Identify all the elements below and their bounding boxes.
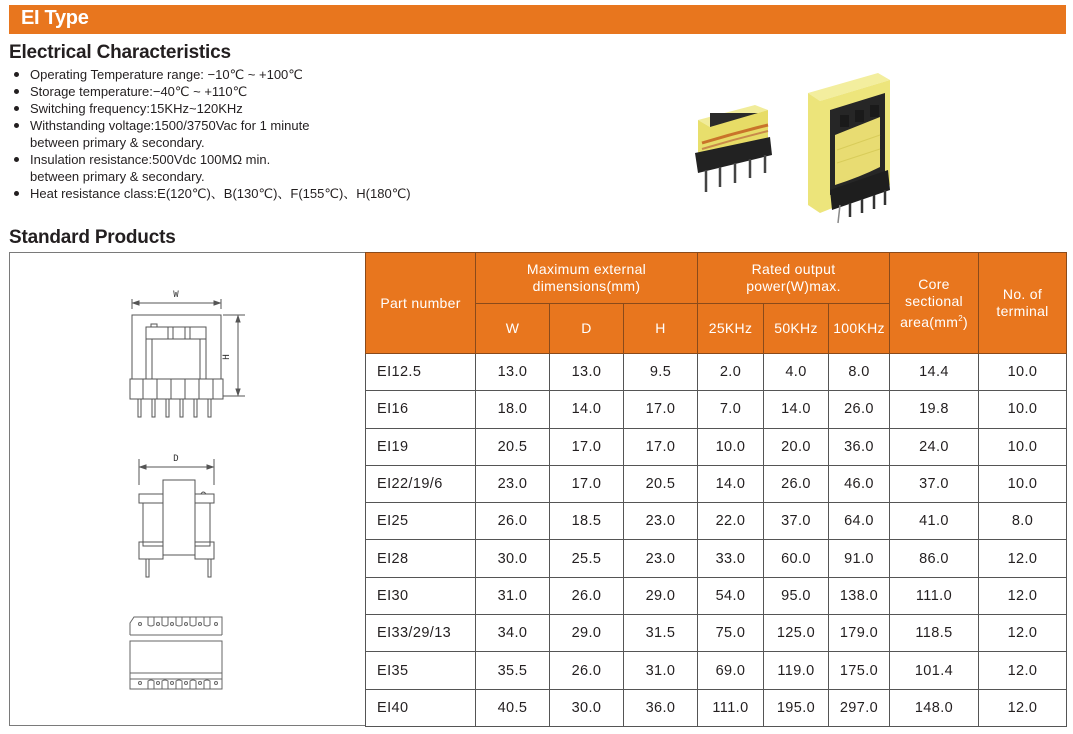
col-header-rated-power: Rated output power(W)max. <box>698 253 890 304</box>
terminals-cell: 12.0 <box>979 652 1067 689</box>
dim-d-cell: 18.5 <box>550 503 624 540</box>
spec-item <box>12 117 411 151</box>
core-area-cell: 24.0 <box>890 428 979 465</box>
w-dimension-label: W <box>173 290 179 300</box>
power-50khz-cell: 60.0 <box>764 540 829 577</box>
col-header-w: W <box>476 304 550 354</box>
col-header-core-area <box>890 253 979 354</box>
dim-h-cell: 17.0 <box>624 428 698 465</box>
dim-h-cell: 20.5 <box>624 465 698 502</box>
dim-w-cell: 18.0 <box>476 391 550 428</box>
dim-d-cell: 17.0 <box>550 428 624 465</box>
power-25khz-cell: 69.0 <box>698 652 764 689</box>
power-100khz-cell: 175.0 <box>829 652 890 689</box>
bullet-icon <box>14 123 19 128</box>
power-25khz-cell: 10.0 <box>698 428 764 465</box>
terminals-cell: 8.0 <box>979 503 1067 540</box>
part-number-cell: EI25 <box>366 503 476 540</box>
core-area-cell: 37.0 <box>890 465 979 502</box>
dim-h-cell: 23.0 <box>624 503 698 540</box>
power-50khz-cell: 14.0 <box>764 391 829 428</box>
bullet-icon <box>14 157 19 162</box>
core-area-label-end: ) <box>962 313 968 330</box>
front-view-drawing-icon <box>125 285 265 425</box>
transformer-photo-illustration <box>680 55 950 225</box>
power-50khz-cell: 26.0 <box>764 465 829 502</box>
spec-item <box>12 66 411 83</box>
col-header-dimensions: Maximum external dimensions(mm) <box>476 253 698 304</box>
dim-d-cell: 17.0 <box>550 465 624 502</box>
part-number-cell: EI30 <box>366 577 476 614</box>
dim-w-cell: 40.5 <box>476 689 550 726</box>
dimension-drawing-panel <box>9 252 366 726</box>
table-row <box>366 465 1067 502</box>
standard-products-table <box>365 252 1067 727</box>
power-25khz-cell: 54.0 <box>698 577 764 614</box>
bullet-icon <box>14 106 19 111</box>
table-row <box>366 391 1067 428</box>
dim-d-cell: 26.0 <box>550 652 624 689</box>
col-header-25khz: 25KHz <box>698 304 764 354</box>
power-50khz-cell: 37.0 <box>764 503 829 540</box>
col-header-part-number: Part number <box>366 253 476 354</box>
dim-d-cell: 13.0 <box>550 354 624 391</box>
part-number-cell: EI28 <box>366 540 476 577</box>
part-number-cell: EI33/29/13 <box>366 615 476 652</box>
power-50khz-cell: 119.0 <box>764 652 829 689</box>
power-25khz-cell: 75.0 <box>698 615 764 652</box>
terminals-cell: 10.0 <box>979 465 1067 502</box>
spec-text: Heat resistance class:E(120℃)、B(130℃)、F(155℃)、H(180℃) <box>30 186 411 201</box>
power-25khz-cell: 22.0 <box>698 503 764 540</box>
dim-w-cell: 30.0 <box>476 540 550 577</box>
core-area-superscript: 2 <box>958 313 963 323</box>
power-100khz-cell: 64.0 <box>829 503 890 540</box>
bullet-icon <box>14 89 19 94</box>
core-area-cell: 101.4 <box>890 652 979 689</box>
dim-h-cell: 23.0 <box>624 540 698 577</box>
dim-w-cell: 35.5 <box>476 652 550 689</box>
terminals-cell: 12.0 <box>979 689 1067 726</box>
power-25khz-cell: 33.0 <box>698 540 764 577</box>
power-100khz-cell: 36.0 <box>829 428 890 465</box>
power-50khz-cell: 4.0 <box>764 354 829 391</box>
spec-item <box>12 100 411 117</box>
col-header-50khz: 50KHz <box>764 304 829 354</box>
part-number-cell: EI12.5 <box>366 354 476 391</box>
product-photo <box>680 55 950 225</box>
electrical-characteristics-heading: Electrical Characteristics <box>9 42 231 63</box>
bullet-icon <box>14 191 19 196</box>
dim-w-cell: 20.5 <box>476 428 550 465</box>
power-50khz-cell: 95.0 <box>764 577 829 614</box>
power-25khz-cell: 111.0 <box>698 689 764 726</box>
power-50khz-cell: 20.0 <box>764 428 829 465</box>
spec-text: Withstanding voltage:1500/3750Vac for 1 minute <box>30 118 310 133</box>
terminals-cell: 10.0 <box>979 354 1067 391</box>
large-transformer-icon <box>808 73 890 223</box>
title-bar <box>9 5 1066 34</box>
power-25khz-cell: 14.0 <box>698 465 764 502</box>
spec-item <box>12 83 411 100</box>
part-number-cell: EI19 <box>366 428 476 465</box>
spec-continuation: between primary & secondary. <box>30 169 205 184</box>
spec-text: Storage temperature:−40℃ ~ +110℃ <box>30 84 248 99</box>
core-area-cell: 148.0 <box>890 689 979 726</box>
power-100khz-cell: 91.0 <box>829 540 890 577</box>
core-area-label: Core sectional area(mm <box>900 275 963 330</box>
small-transformer-icon <box>695 105 772 192</box>
power-100khz-cell: 8.0 <box>829 354 890 391</box>
page-title: EI Type <box>21 7 89 29</box>
dim-d-cell: 30.0 <box>550 689 624 726</box>
spec-text: Insulation resistance:500Vdc 100MΩ min. <box>30 152 271 167</box>
table-row <box>366 615 1067 652</box>
table-row <box>366 689 1067 726</box>
core-area-cell: 19.8 <box>890 391 979 428</box>
dim-h-cell: 9.5 <box>624 354 698 391</box>
dim-d-cell: 29.0 <box>550 615 624 652</box>
col-header-h: H <box>624 304 698 354</box>
power-100khz-cell: 46.0 <box>829 465 890 502</box>
dim-h-cell: 36.0 <box>624 689 698 726</box>
power-100khz-cell: 179.0 <box>829 615 890 652</box>
core-area-cell: 111.0 <box>890 577 979 614</box>
d-dimension-label: D <box>173 454 179 464</box>
spec-item <box>12 151 411 185</box>
standard-products-heading: Standard Products <box>9 227 176 248</box>
dim-w-cell: 13.0 <box>476 354 550 391</box>
terminals-cell: 12.0 <box>979 615 1067 652</box>
side-view-drawing-icon <box>135 449 225 581</box>
dim-h-cell: 31.5 <box>624 615 698 652</box>
dim-d-cell: 14.0 <box>550 391 624 428</box>
core-area-cell: 14.4 <box>890 354 979 391</box>
col-header-d: D <box>550 304 624 354</box>
power-25khz-cell: 2.0 <box>698 354 764 391</box>
power-100khz-cell: 26.0 <box>829 391 890 428</box>
power-50khz-cell: 125.0 <box>764 615 829 652</box>
bullet-icon <box>14 72 19 77</box>
core-area-cell: 118.5 <box>890 615 979 652</box>
col-header-terminals: No. of terminal <box>979 253 1067 354</box>
col-header-100khz: 100KHz <box>829 304 890 354</box>
power-100khz-cell: 138.0 <box>829 577 890 614</box>
part-number-cell: EI22/19/6 <box>366 465 476 502</box>
spec-text: Switching frequency:15KHz~120KHz <box>30 101 243 116</box>
dim-w-cell: 26.0 <box>476 503 550 540</box>
terminals-cell: 12.0 <box>979 577 1067 614</box>
dim-h-cell: 17.0 <box>624 391 698 428</box>
part-number-cell: EI40 <box>366 689 476 726</box>
table-row <box>366 540 1067 577</box>
table-row <box>366 503 1067 540</box>
top-view-drawing-icon <box>128 613 228 693</box>
dim-d-cell: 26.0 <box>550 577 624 614</box>
terminals-cell: 12.0 <box>979 540 1067 577</box>
spec-continuation: between primary & secondary. <box>30 135 205 150</box>
terminals-cell: 10.0 <box>979 391 1067 428</box>
core-area-cell: 41.0 <box>890 503 979 540</box>
dim-w-cell: 34.0 <box>476 615 550 652</box>
dim-h-cell: 31.0 <box>624 652 698 689</box>
table-row <box>366 354 1067 391</box>
power-25khz-cell: 7.0 <box>698 391 764 428</box>
power-100khz-cell: 297.0 <box>829 689 890 726</box>
spec-text: Operating Temperature range: −10℃ ~ +100℃ <box>30 67 303 82</box>
electrical-spec-list <box>12 66 411 202</box>
core-area-cell: 86.0 <box>890 540 979 577</box>
terminals-cell: 10.0 <box>979 428 1067 465</box>
h-dimension-label: H <box>222 354 232 360</box>
table-row <box>366 428 1067 465</box>
table-row <box>366 652 1067 689</box>
part-number-cell: EI16 <box>366 391 476 428</box>
dim-d-cell: 25.5 <box>550 540 624 577</box>
dim-h-cell: 29.0 <box>624 577 698 614</box>
power-50khz-cell: 195.0 <box>764 689 829 726</box>
spec-item <box>12 185 411 202</box>
dim-w-cell: 23.0 <box>476 465 550 502</box>
dim-w-cell: 31.0 <box>476 577 550 614</box>
part-number-cell: EI35 <box>366 652 476 689</box>
table-header-row <box>366 253 1067 304</box>
table-row <box>366 577 1067 614</box>
